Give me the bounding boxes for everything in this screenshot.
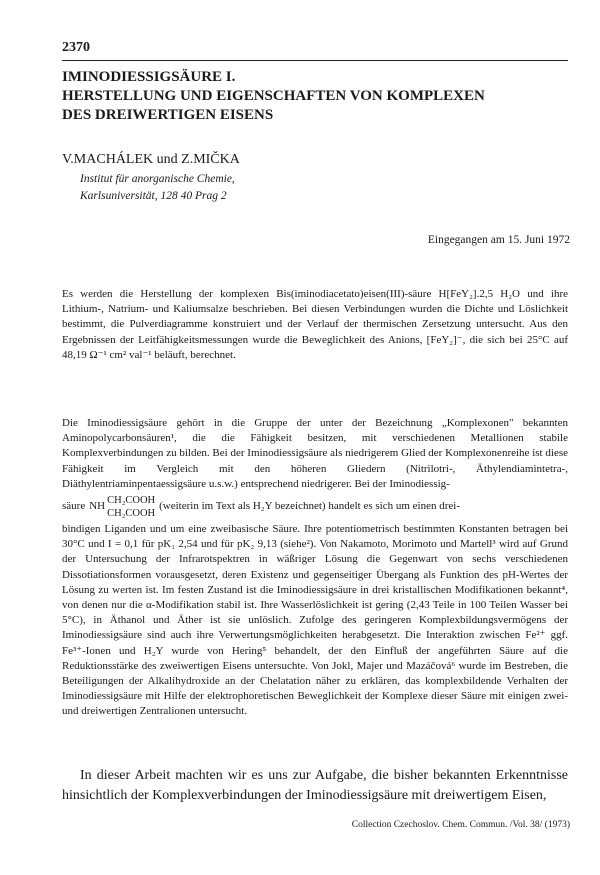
page-number: 2370 xyxy=(62,40,90,55)
intro-text-2: bindigen Liganden und um eine zweibasische Säure. Ihre potentiometrisch bestimmten Konstanten betragen bei 30°C und I = 0,1 für pK₁ 2,54 und für pK₂ 9,13 (siehe²). Von Nakamoto, Morimoto und Martell³ wird auf Grund der Untersuchung der Infrarotspektren in wäßriger Lösung die Gegenwart von sechs verschiedenen Dissotiationsformen vorausgesetzt, deren Existenz und gegenseitiger Übergang als Funktion des pH-Wertes der Lösung zu werten ist. Im festen Zustand ist die Iminodiessigsäure in drei kristallischen Modifikationen bekannt⁴, von denen nur die α-Modifikation stabil ist. Ihre Wasserlöslichkeit ist gering (2,43 Teile in 100 Teilen Wasser bei 5°C), in Äthanol und Äther ist sie unlöslich. Zufolge des geringeren Komplexbildungsvermögens der Iminodiessigsäure sind auch ihre Verwertungsmöglichkeiten herabgesetzt. Die Interaktion zwischen Fe²⁺ ggf. Fe³⁺-Ionen und H₂Y wurde von Hering⁵ behandelt, der den Einfluß der angeführten Säure auf die Reduktionsstärke des zweiwertigen Eisens untersuchte. Von Jokl, Majer und Mazáčová⁶ wurde im Bestreben, die Beteiligungen der Alkalihydroxide an der Chelatation näher zu erklären, das komplexbildende Verhalten der Iminodiessigsäure mit Hilfe der elektrophoretischen Beweglichkeit der Komplexe dieser Säure mit einigen zwei- und dreiwertigen Zentralionen untersucht. xyxy=(62,523,568,718)
intro-text-1: Die Iminodiessigsäure gehört in die Gruppe der unter der Bezeichnung „Komplexonen" bekannten Aminopolycarbonsäuren¹, die die Fähigkeit besitzen, mit verschiedenen Metallionen stabile Komplexverbindungen zu bilden. Bei der Iminodiessigsäure als niedrigerem Glied der Komplexonenreihe ist diese Fähigkeit im Vergleich mit den höheren Gliedern (Nitrilotri-, Äthylendiamintetra-, Diäthylentriaminpentaessigsäure u.s.w.) entsprechend niedrigerer. Bei der Iminodiessig- xyxy=(62,417,568,490)
received-date: Eingegangen am 15. Juni 1972 xyxy=(427,234,570,246)
title-line-3: DES DREIWERTIGEN EISENS xyxy=(62,107,274,123)
formula-branch-top: CH₂COOH xyxy=(107,495,156,507)
formula-branch-bottom: CH₂COOH xyxy=(107,508,156,520)
affiliation-line-1: Institut für anorganische Chemie, xyxy=(80,173,235,185)
formula-suffix: (weiterin im Text als H₂Y bezeichnet) handelt es sich um einen drei- xyxy=(159,500,460,513)
formula-branches xyxy=(107,494,155,520)
second-paragraph: In dieser Arbeit machten wir es uns zur Aufgabe, die bisher bekannten Erkenntnisse hinsichtlich der Komplexverbindungen der Iminodiessigsäure mit dreiwertigem Eisen, xyxy=(62,768,568,803)
formula-line xyxy=(62,492,568,522)
journal-citation: Collection Czechoslov. Chem. Commun. /Vol. 38/ (1973) xyxy=(351,820,570,830)
title-line-2: HERSTELLUNG UND EIGENSCHAFTEN VON KOMPLEXEN xyxy=(62,88,485,104)
affiliation xyxy=(80,171,235,205)
formula-prefix: säure xyxy=(62,500,86,513)
introduction xyxy=(62,416,568,720)
header-rule xyxy=(62,60,568,61)
structural-formula xyxy=(89,494,155,520)
title-line-1: IMINODIESSIGSÄURE I. xyxy=(62,69,236,85)
authors: V.MACHÁLEK und Z.MIČKA xyxy=(62,152,240,167)
abstract: Es werden die Herstellung der komplexen Bis(iminodiacetato)eisen(III)-säure H[FeY₂].2,5 H₂O und ihre Lithium-, Natrium- und Kaliumsalze beschrieben. Bei diesen Verbindungen wurden die Dichte und Löslichkeit bestimmt, die Pulverdiagramme konstruiert und der Verlauf der thermischen Zersetzung untersucht. Aus den Ergebnissen der Leitfähigkeitsmessungen wurde die Beweglichkeit des Anions, [FeY₂]⁻, die sich bei 25°C auf 48,19 Ω⁻¹ cm² val⁻¹ beläuft, berechnet. xyxy=(62,288,568,361)
journal-footer xyxy=(352,820,570,830)
article-title xyxy=(62,68,568,125)
affiliation-line-2: Karlsuniversität, 128 40 Prag 2 xyxy=(80,190,227,202)
formula-nh: NH xyxy=(89,500,106,513)
